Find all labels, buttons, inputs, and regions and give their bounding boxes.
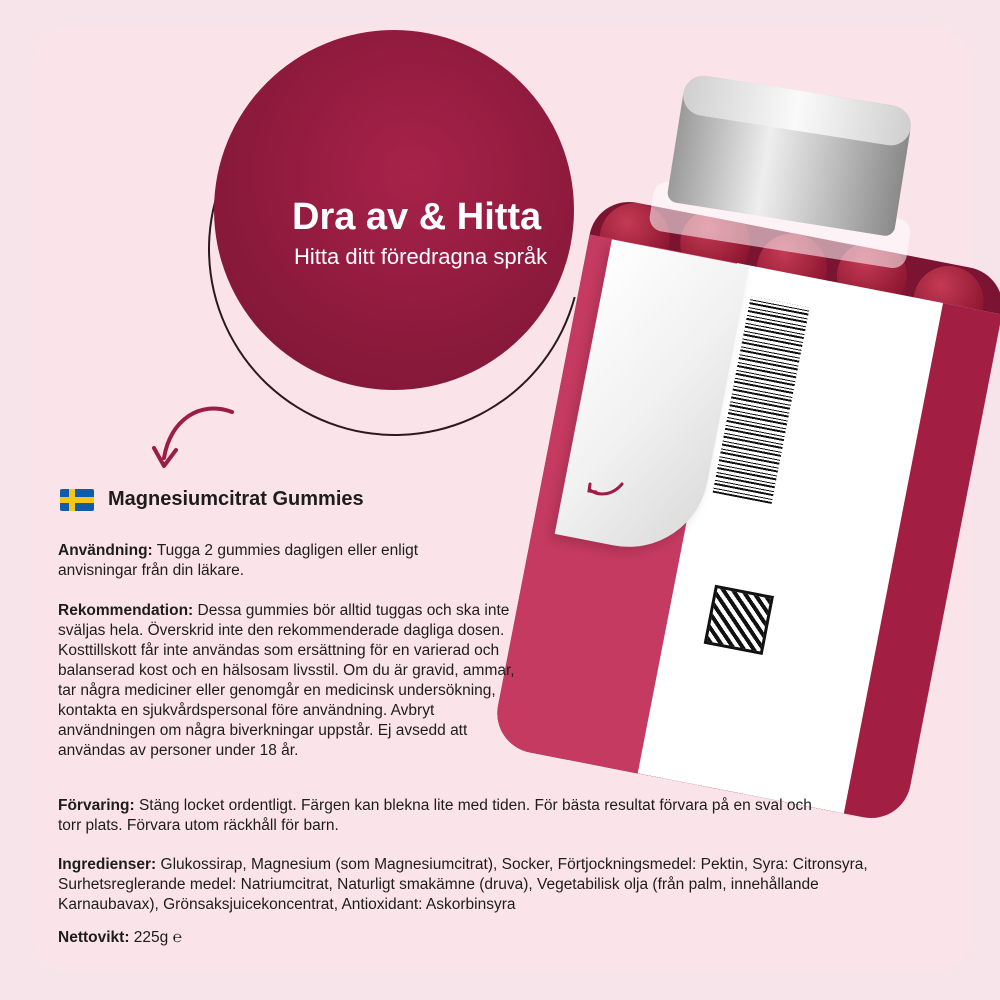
recommendation-text: Dessa gummies bör alltid tuggas och ska inte sväljas hela. Överskrid inte den rekommenderade dagliga dosen. Kosttillskott får inte användas som ersättning för en varierad och balanserad kost och en hälsosam livsstil. Om du är gravid, ammar, tar några mediciner eller genomgår en medicinsk undersökning, kontakta en sjukvårdspersonal före användning. Avbryt användningen om några biverkningar uppstår. Ej avsedd att användas av personer under 18 år. xyxy=(58,602,515,759)
net-weight-paragraph xyxy=(58,928,358,948)
product-jar-image xyxy=(500,90,1000,770)
sweden-flag-icon xyxy=(60,489,94,511)
peel-arrow-icon xyxy=(586,480,626,500)
usage-paragraph xyxy=(58,541,498,581)
qr-code-icon xyxy=(704,585,774,655)
storage-label: Förvaring: xyxy=(58,797,135,814)
product-heading-row xyxy=(60,488,364,511)
circle-subtitle: Hitta ditt föredragna språk xyxy=(294,244,548,269)
curved-arrow-icon xyxy=(150,400,240,480)
usage-text: Tugga 2 gummies dagligen eller enligt anvisningar från din läkare. xyxy=(58,542,419,579)
ingredients-paragraph xyxy=(58,855,898,915)
ingredients-label: Ingredienser: xyxy=(58,856,157,873)
usage-label: Användning: xyxy=(58,542,153,559)
storage-text: Stäng locket ordentligt. Färgen kan blekna lite med tiden. För bästa resultat förvara på en sval och torr plats. Förvara utom räckhåll för barn. xyxy=(58,797,812,834)
net-weight-label: Nettovikt: xyxy=(58,929,130,946)
ingredients-text: Glukossirap, Magnesium (som Magnesiumcitrat), Socker, Förtjockningsmedel: Pektin, Syra: Citronsyra, Surhetsreglerande medel: Natriumcitrat, Naturligt smakämne (druva), Vegetabilisk olja (från palm, innehållande Karnaubavax), Grönsaksjuicekoncentrat, Antioxidant: Askorbinsyra xyxy=(58,856,868,913)
net-weight-text: 225g ℮ xyxy=(129,929,182,946)
circle-title: Dra av & Hitta xyxy=(292,196,542,238)
recommendation-label: Rekommendation: xyxy=(58,602,194,619)
storage-paragraph xyxy=(58,796,818,836)
recommendation-paragraph xyxy=(58,601,518,761)
product-title: Magnesiumcitrat Gummies xyxy=(108,488,364,510)
